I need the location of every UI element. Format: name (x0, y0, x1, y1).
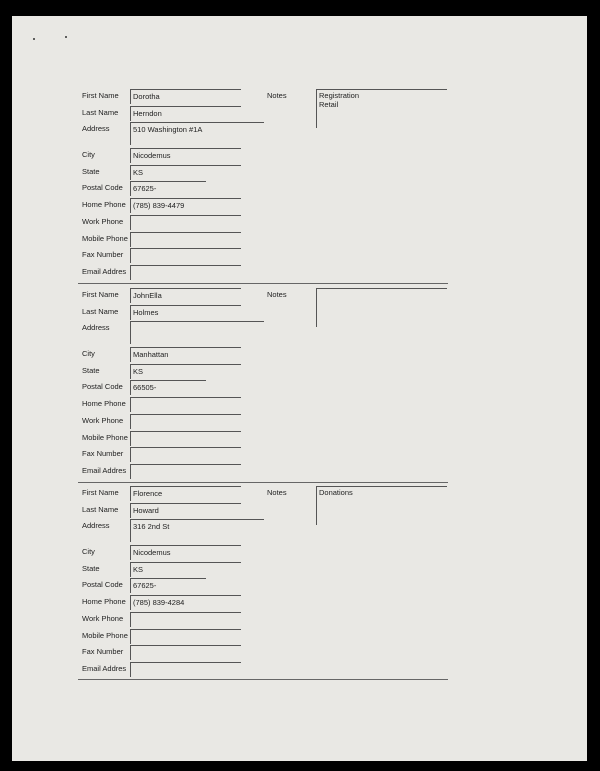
city-field[interactable] (130, 148, 241, 163)
first-name-label: First Name (82, 91, 119, 100)
state-field[interactable] (130, 562, 241, 577)
fax-number-label: Fax Number (82, 647, 124, 656)
address-value: 510 Washington #1A (133, 125, 203, 134)
work-phone-label: Work Phone (82, 614, 124, 623)
city-label: City (82, 349, 95, 358)
email-address-field[interactable] (130, 265, 241, 280)
address-field[interactable] (130, 321, 264, 344)
record-separator (78, 482, 448, 483)
mobile-phone-label: Mobile Phone (82, 234, 128, 243)
last-name-label: Last Name (82, 307, 119, 316)
postal-code-label: Postal Code (82, 382, 123, 391)
home-phone-label: Home Phone (82, 399, 126, 408)
fax-number-field[interactable] (130, 447, 241, 462)
contact-record (12, 89, 587, 287)
postal-code-value: 66505- (133, 383, 157, 392)
state-field[interactable] (130, 364, 241, 379)
address-field[interactable] (130, 122, 264, 145)
notes-field[interactable] (316, 486, 447, 525)
work-phone-label: Work Phone (82, 217, 124, 226)
contact-record (12, 288, 587, 486)
last-name-label: Last Name (82, 108, 119, 117)
paper-sheet (12, 16, 587, 761)
address-value: 316 2nd St (133, 522, 170, 531)
last-name-field[interactable] (130, 106, 241, 121)
notes-field[interactable] (316, 288, 447, 327)
mobile-phone-label: Mobile Phone (82, 433, 128, 442)
notes-label: Notes (267, 290, 287, 299)
email-address-field[interactable] (130, 464, 241, 479)
city-value: Manhattan (133, 350, 169, 359)
city-field[interactable] (130, 545, 241, 560)
city-value: Nicodemus (133, 548, 171, 557)
last-name-field[interactable] (130, 305, 241, 320)
fax-number-field[interactable] (130, 645, 241, 660)
work-phone-field[interactable] (130, 215, 241, 230)
home-phone-value: (785) 839-4284 (133, 598, 185, 607)
notes-label: Notes (267, 488, 287, 497)
state-label: State (82, 564, 100, 573)
home-phone-label: Home Phone (82, 597, 126, 606)
city-field[interactable] (130, 347, 241, 362)
last-name-value: Holmes (133, 308, 159, 317)
speck-mark (65, 36, 67, 38)
city-label: City (82, 150, 95, 159)
record-separator (78, 679, 448, 680)
state-value: KS (133, 367, 144, 376)
fax-number-label: Fax Number (82, 250, 124, 259)
state-label: State (82, 167, 100, 176)
postal-code-value: 67625- (133, 581, 157, 590)
state-field[interactable] (130, 165, 241, 180)
first-name-field[interactable] (130, 288, 241, 303)
mobile-phone-field[interactable] (130, 629, 241, 644)
notes-field[interactable] (316, 89, 447, 128)
home-phone-field[interactable] (130, 198, 241, 213)
first-name-value: Florence (133, 489, 163, 498)
fax-number-label: Fax Number (82, 449, 124, 458)
postal-code-field[interactable] (130, 181, 206, 196)
email-address-field[interactable] (130, 662, 241, 677)
last-name-value: Howard (133, 506, 159, 515)
speck-mark (33, 38, 35, 40)
fax-number-field[interactable] (130, 248, 241, 263)
notes-value: Registration Retail (319, 91, 360, 109)
work-phone-label: Work Phone (82, 416, 124, 425)
city-value: Nicodemus (133, 151, 171, 160)
first-name-label: First Name (82, 488, 119, 497)
mobile-phone-field[interactable] (130, 232, 241, 247)
state-label: State (82, 366, 100, 375)
address-label: Address (82, 521, 110, 530)
email-address-label: Email Addres (82, 466, 127, 475)
last-name-label: Last Name (82, 505, 119, 514)
email-address-label: Email Addres (82, 664, 127, 673)
home-phone-field[interactable] (130, 595, 241, 610)
state-value: KS (133, 565, 144, 574)
home-phone-value: (785) 839-4479 (133, 201, 185, 210)
first-name-field[interactable] (130, 486, 241, 501)
postal-code-field[interactable] (130, 380, 206, 395)
work-phone-field[interactable] (130, 414, 241, 429)
first-name-field[interactable] (130, 89, 241, 104)
postal-code-value: 67625- (133, 184, 157, 193)
first-name-value: Dorotha (133, 92, 160, 101)
home-phone-field[interactable] (130, 397, 241, 412)
first-name-label: First Name (82, 290, 119, 299)
mobile-phone-label: Mobile Phone (82, 631, 128, 640)
city-label: City (82, 547, 95, 556)
postal-code-label: Postal Code (82, 580, 123, 589)
home-phone-label: Home Phone (82, 200, 126, 209)
record-separator (78, 283, 448, 284)
address-field[interactable] (130, 519, 264, 542)
last-name-field[interactable] (130, 503, 241, 518)
address-label: Address (82, 124, 110, 133)
work-phone-field[interactable] (130, 612, 241, 627)
first-name-value: JohnElla (133, 291, 162, 300)
last-name-value: Herndon (133, 109, 162, 118)
state-value: KS (133, 168, 144, 177)
email-address-label: Email Addres (82, 267, 127, 276)
postal-code-label: Postal Code (82, 183, 123, 192)
address-label: Address (82, 323, 110, 332)
postal-code-field[interactable] (130, 578, 206, 593)
notes-value: Donations (319, 488, 353, 497)
mobile-phone-field[interactable] (130, 431, 241, 446)
contact-record (12, 486, 587, 684)
notes-label: Notes (267, 91, 287, 100)
